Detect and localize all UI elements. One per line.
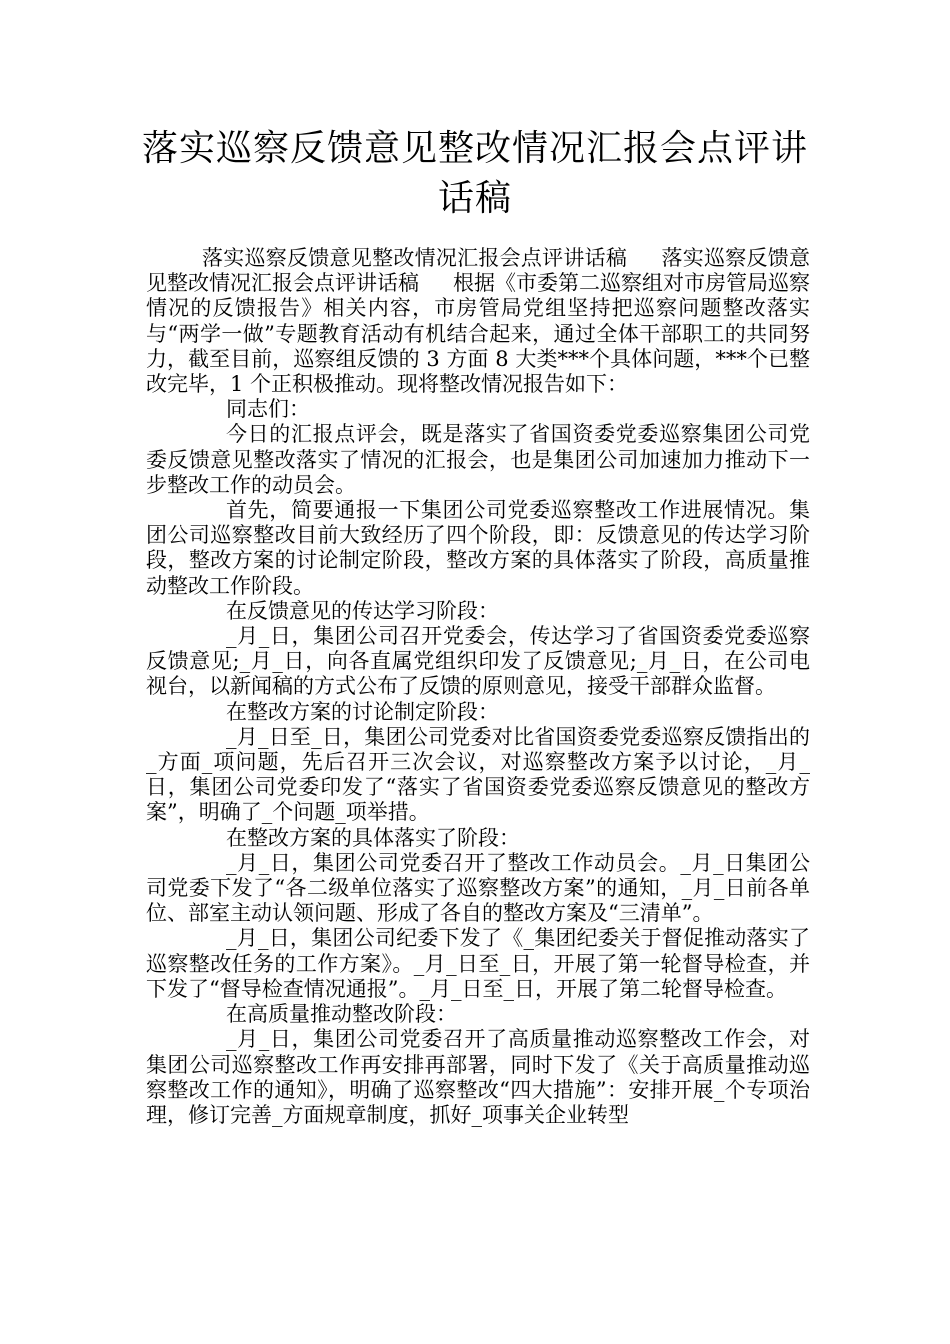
body-paragraph: _月_日，集团公司党委召开了高质量推动巡察整改工作会，对集团公司巡察整改工作再安排再部署，同时下发了《关于高质量推动巡察整改工作的通知》，明确了巡察整改“四大措施”：安排开展_个专项治理，修订完善_方面规章制度，抓好_项事关企业转型 <box>146 1027 810 1127</box>
intro-paragraph <box>146 246 810 397</box>
body-paragraph: _月_日至_日，集团公司党委对比省国资委党委巡察反馈指出的_方面_项问题，先后召开三次会议，对巡察整改方案予以讨论，_月_日，集团公司党委印发了“落实了省国资委党委巡察反馈意见的整改方案”，明确了_个问题_项举措。 <box>146 724 810 825</box>
body-paragraph: _月_日，集团公司召开党委会，传达学习了省国资委党委巡察反馈意见;_月_日，向各直属党组织印发了反馈意见;_月_日，在公司电视台，以新闻稿的方式公布了反馈的原则意见，接受干部群众监督。 <box>146 624 810 699</box>
section-heading: 在整改方案的具体落实了阶段： <box>226 825 520 850</box>
document-body <box>146 246 810 1128</box>
intro-text: 根据《市委第二巡察组对市房管局巡察情况的反馈报告》相关内容，市房管局党组坚持把巡察问题整改落实与“两学一做”专题教育活动有机结合起来，通过全体干部职工的共同努力，截至目前，巡察组反馈的 3 方面 8 大类***个具体问题，***个已整改完毕，1 个正积极推动。现将整改情况报告如下： <box>146 271 810 397</box>
body-paragraph: _月_日，集团公司党委召开了整改工作动员会。_月_日集团公司党委下发了“各二级单位落实了巡察整改方案”的通知，_月_日前各单位、部室主动认领问题、形成了各自的整改方案及“三清单”。 <box>146 850 810 926</box>
body-paragraph: _月_日，集团公司纪委下发了《_集团纪委关于督促推动落实了巡察整改任务的工作方案》。_月_日至_日，开展了第一轮督导检查，并下发了“督导检查情况通报”。_月_日至_日，开展了第二轮督导检查。 <box>146 926 810 1001</box>
intro-heading-a: 落实巡察反馈意见整改情况汇报会点评讲话稿 <box>202 246 628 270</box>
body-paragraph: 今日的汇报点评会，既是落实了省国资委党委巡察集团公司党委反馈意见整改落实了情况的汇报会，也是集团公司加速加力推动下一步整改工作的动员会。 <box>146 422 810 497</box>
intro-heading-b: 落实巡察反馈意见整改情况汇报会点评讲话稿 <box>146 246 811 296</box>
document-title: 落实巡察反馈意见整改情况汇报会点评讲话稿 <box>141 128 808 219</box>
section-heading: 在反馈意见的传达学习阶段： <box>226 598 499 623</box>
section-heading: 在高质量推动整改阶段： <box>226 1002 457 1027</box>
salutation: 同志们： <box>226 397 310 422</box>
body-paragraph: 首先，简要通报一下集团公司党委巡察整改工作进展情况。集团公司巡察整改目前大致经历了四个阶段，即：反馈意见的传达学习阶段，整改方案的讨论制定阶段，整改方案的具体落实了阶段，高质量推动整改工作阶段。 <box>146 498 810 598</box>
section-heading: 在整改方案的讨论制定阶段： <box>226 699 499 724</box>
